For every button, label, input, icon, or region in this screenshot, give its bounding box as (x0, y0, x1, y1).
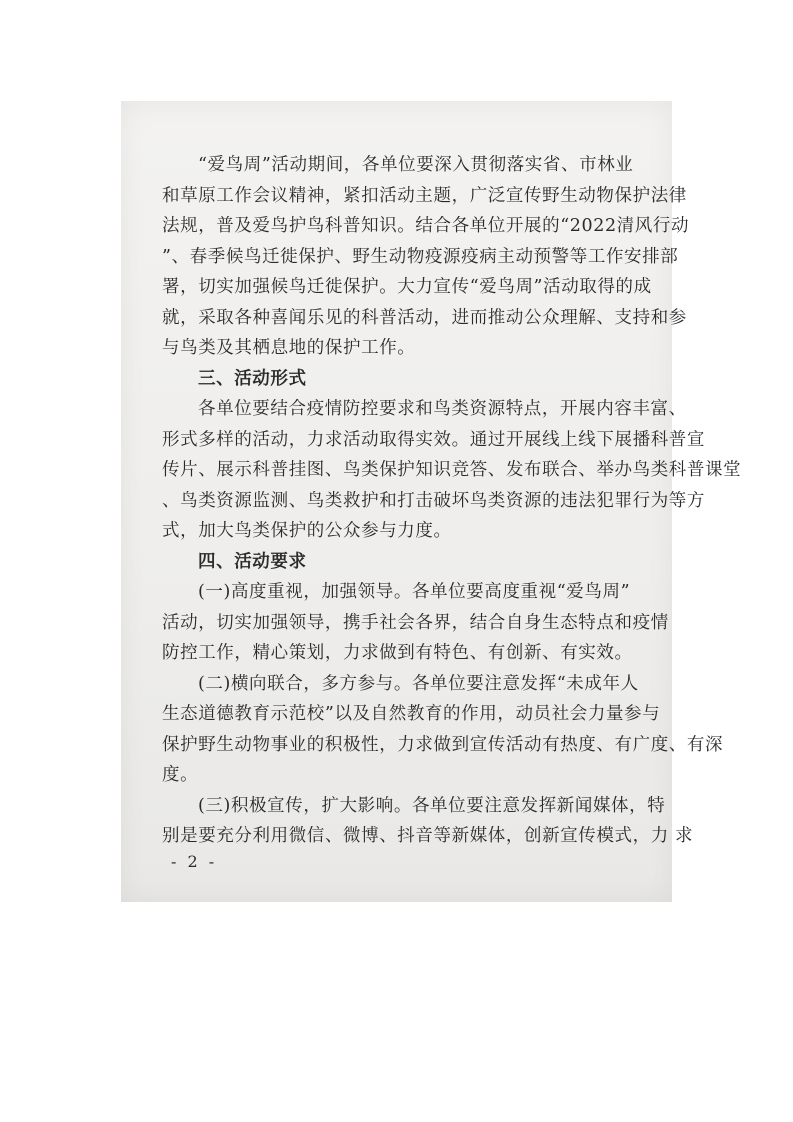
paragraph-line: 别是要充分利用微信、微博、抖音等新媒体，创新宣传模式，力 求 (162, 826, 694, 846)
paragraph-line: “爱鸟周”活动期间，各单位要深入贯彻落实省、市林业 (198, 155, 634, 175)
paragraph-line: ”、春季候鸟迁徙保护、野生动物疫源疫病主动预警等工作安排部 (162, 246, 679, 267)
paragraph-line: 法规，普及爱鸟护鸟科普知识。结合各单位开展的“2022清风行动 (162, 216, 690, 236)
paragraph-line: 活动，切实加强领导，携手社会各界，结合自身生态特点和疫情 (162, 612, 669, 633)
section-heading-activity-requirements: 四、活动要求 (198, 551, 307, 572)
paragraph-line: 形式多样的活动，力求活动取得实效。通过开展线上线下展播科普宣 (162, 429, 705, 450)
section-heading-activity-form: 三、活动形式 (198, 368, 307, 389)
document-body (162, 150, 742, 852)
paragraph-line: 署，切实加强候鸟迁徙保护。大力宣传“爱鸟周”活动取得的成 (162, 277, 652, 297)
paragraph-line: 防控工作，精心策划，力求做到有特色、有创新、有实效。 (162, 643, 633, 663)
paragraph-line: 和草原工作会议精神，紧扣活动主题，广泛宣传野生动物保护法律 (162, 185, 687, 206)
paragraph-line: 式，加大鸟类保护的公众参与力度。 (162, 521, 452, 541)
paragraph-line: 传片、展示科普挂图、鸟类保护知识竞答、发布联合、举办鸟类科普课堂 (162, 460, 742, 480)
paragraph-line: 生态道德教育示范校”以及自然教育的作用，动员社会力量参与 (162, 704, 661, 724)
paragraph-line: 与鸟类及其栖息地的保护工作。 (162, 338, 416, 358)
paragraph-line: 、鸟类资源监测、鸟类救护和打击破坏鸟类资源的违法犯罪行为等方 (162, 490, 705, 511)
page-number: - 2 - (171, 852, 218, 871)
paragraph-line: (一)高度重视，加强领导。各单位要高度重视“爱鸟周” (198, 582, 631, 602)
paragraph-line: 保护野生动物事业的积极性，力求做到宣传活动有热度、有广度、有深 (162, 734, 724, 755)
paragraph-line: 就，采取各种喜闻乐见的科普活动，进而推动公众理解、支持和参 (162, 307, 687, 328)
paragraph-line: (三)积极宣传，扩大影响。各单位要注意发挥新闻媒体，特 (198, 795, 666, 816)
paragraph-line: 各单位要结合疫情防控要求和鸟类资源特点，开展内容丰富、 (198, 399, 687, 419)
paragraph-line: (二)横向联合，多方参与。各单位要注意发挥“未成年人 (198, 673, 639, 694)
paragraph-line: 度。 (162, 765, 199, 785)
